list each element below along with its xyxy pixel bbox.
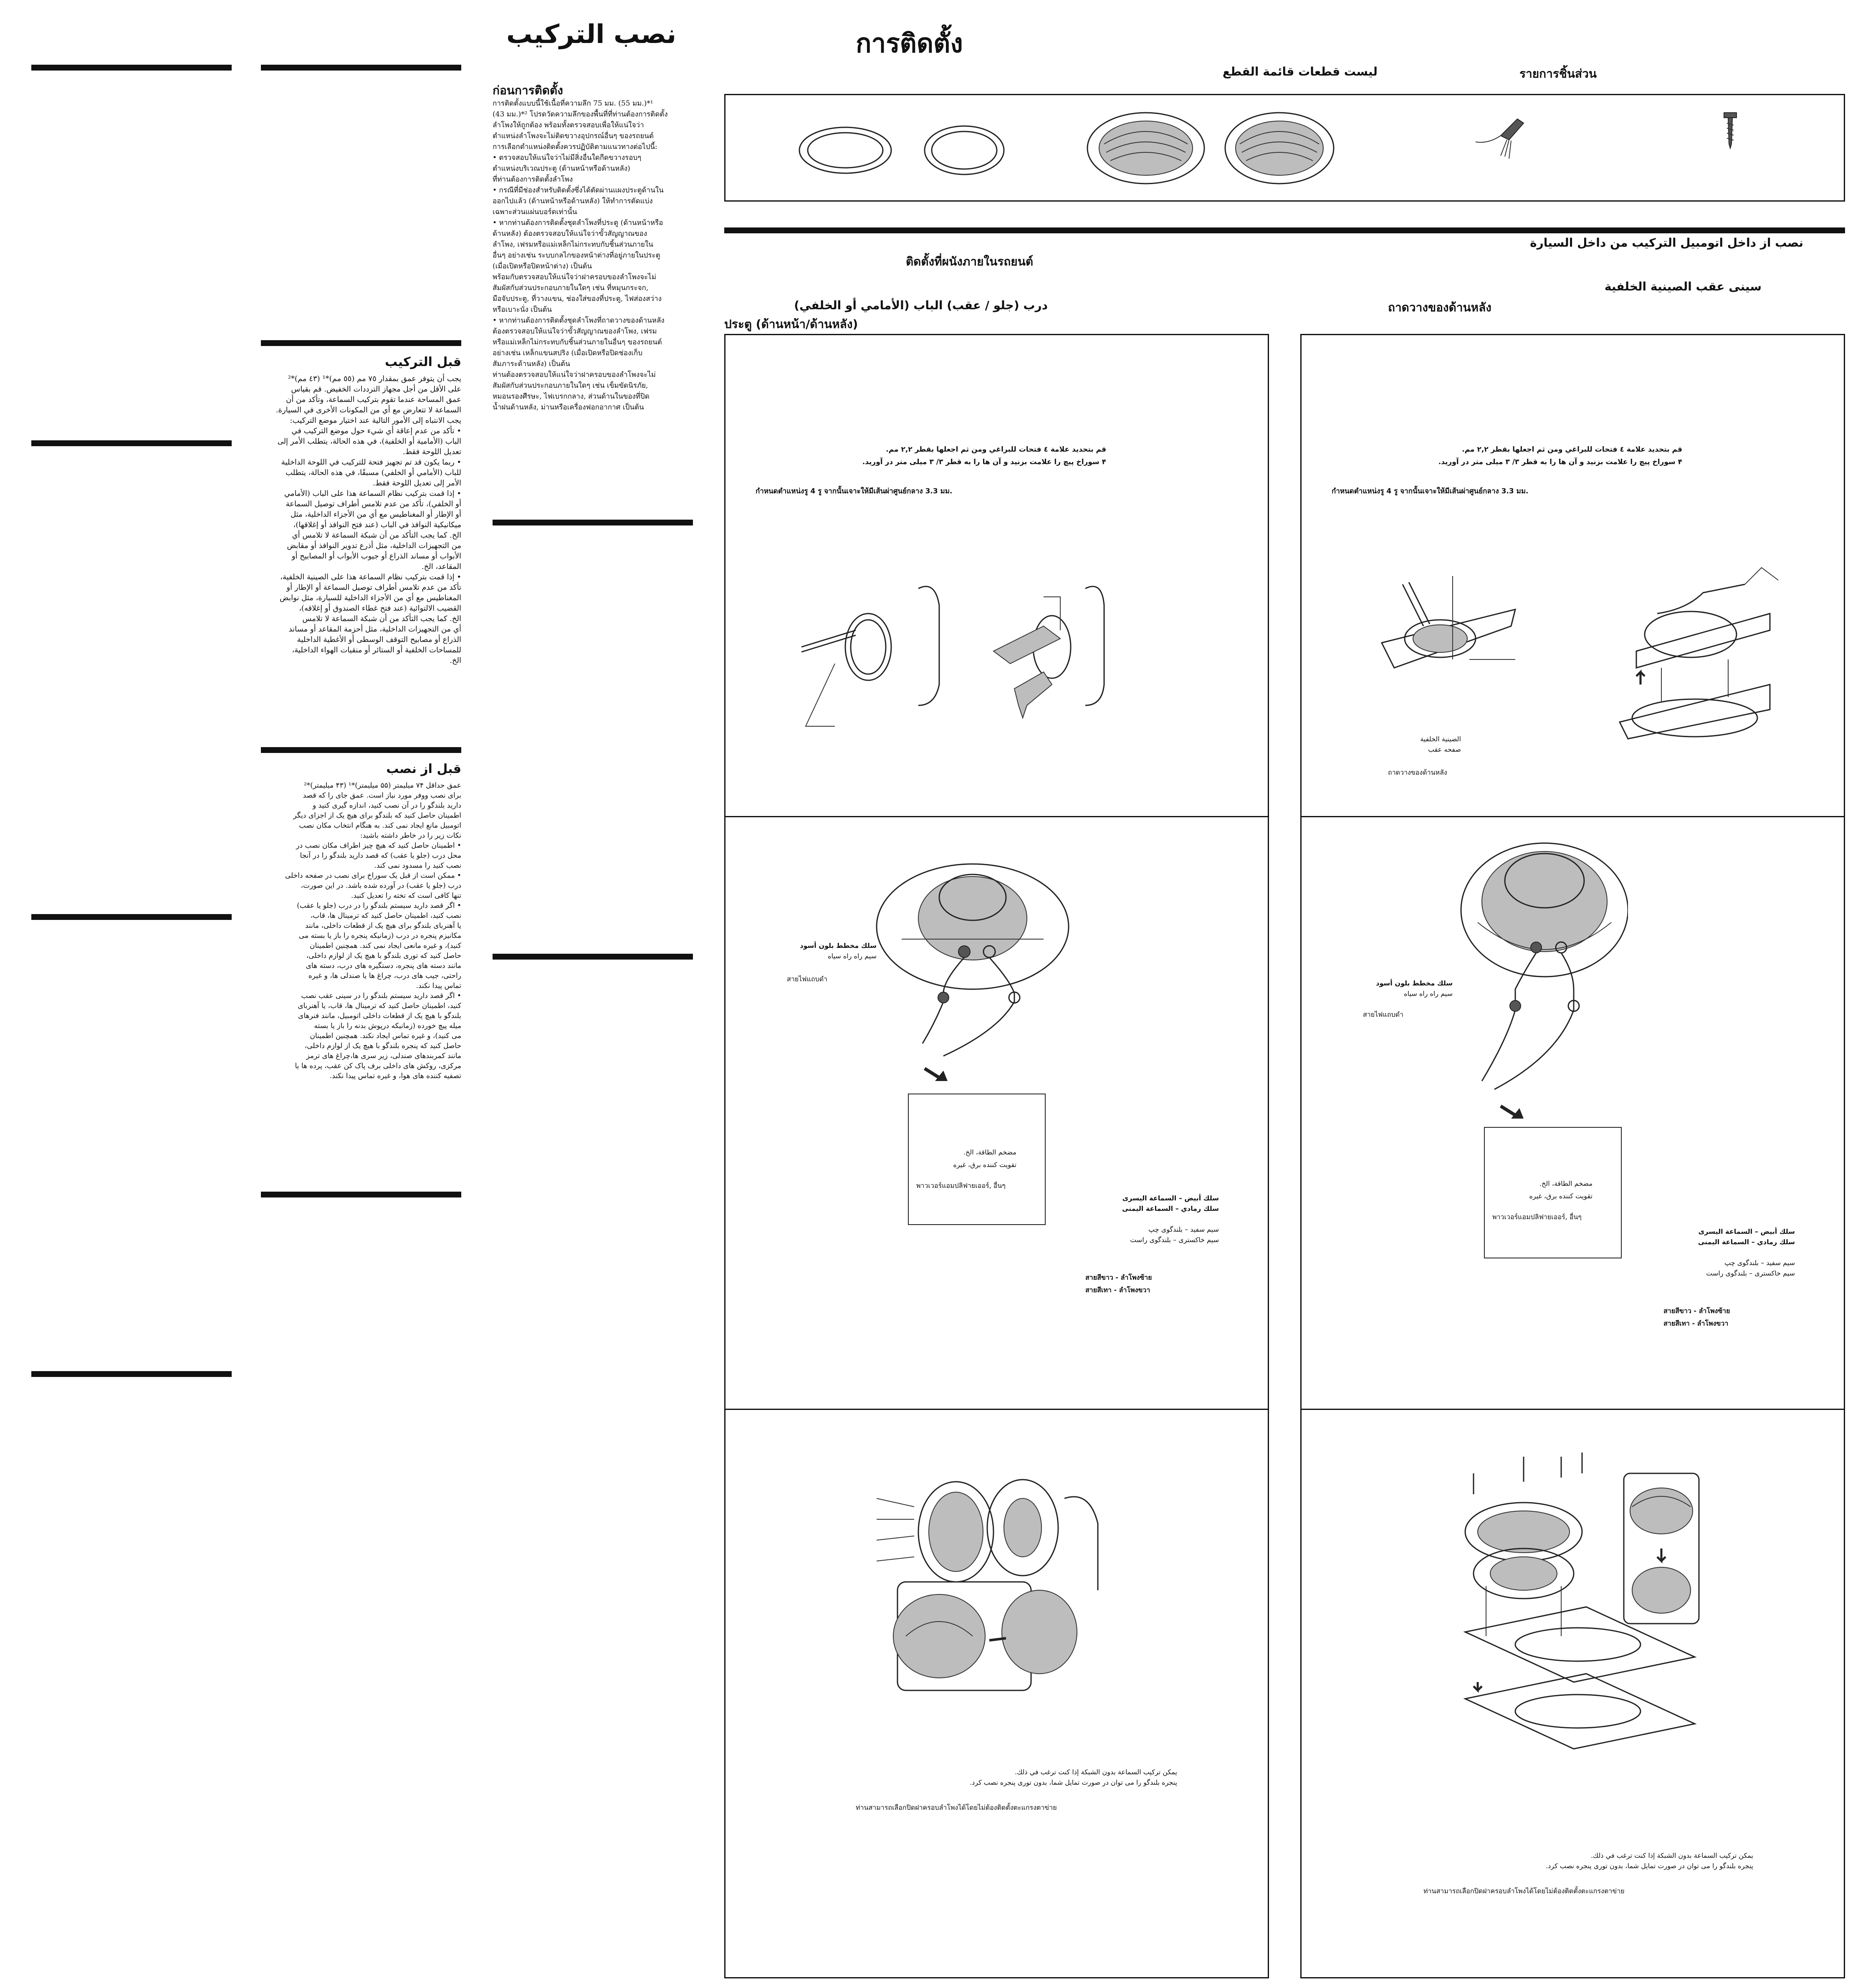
shelf-label-fa: صفحه عقب xyxy=(1428,745,1461,753)
column-rule xyxy=(493,954,693,960)
shelf-box-th: พาวเวอร์แอมปลิฟายเออร์, อื่นๆ xyxy=(1492,1213,1582,1221)
door-black-wire-fa: سیم راه راه سیاه xyxy=(828,952,877,960)
arabic-before-body: يجب أن يتوفر عمق بمقدار ٧٥ مم (٥٥ مم)*¹ (٤٣ مم)*² على الأقل من أجل مجهاز الترددات الخفيض. قم بقياس عمق المساحة عندما تقوم بتركيب السماعة، وتأكد من أن السماعة لا تتعارض مع أي من المكونات الأخرى في السيارة. يجب الانتباه إلى الأمور التالية عند اختيار موضع التركيب: • تأكد من عدم إعاقة أي شيء حول موضع التركيب في الباب (الأمامية أو الخلفية)، في هذه الحالة، يتطلب الأمر إلى تعديل اللوحة فقط. • ربما يكون قد تم تجهيز فتحة للتركيب في اللوحة الداخلية للباب (الأمامي أو الخلفي) مسبقًا، في هذه الحالة، يتطلب الأمر إلى تعديل اللوحة فقط. • إذا قمت بتركيب نظام السماعة هذا على الباب (الأمامي أو الخلفي)، تأكد من عدم تلامس أطراف توصيل السماعة أو الإطار أو المغناطيس مع أي من الأجزاء الداخلية، مثل ميكانيكية النوافذ في الباب (عند فتح النوافذ أو إغلاقها)، الخ. كما يجب التأكد من أن شبكة السماعة لا تلامس أي من التجهيزات الداخلية، مثل أذرع تدوير النوافذ أو مقابض الأبواب أو مساند الذراع أو جيوب الأبواب أو المصابيح أو المقاعد، الخ. • إذا قمت بتركيب نظام السماعة هذا على الصينية الخلفية، تأكد من عدم تلامس أطراف توصيل السماعة أو الإطار أو المغناطيس مع أي من الأجزاء الداخلية للسيارة، مثل نوابض القضيب الالتوائية (عند فتح غطاء الصندوق أو إغلاقه)، الخ. كما يجب التأكد من أن شبكة السماعة لا تلامس أي من التجهيزات الداخلية، مثل أحزمة المقاعد أو مساند الذراع أو مصابيح التوقف الوسطى أو الأغطية الداخلية للمساحات الخلفية أو الستائر أو منقيات الهواء الداخلية، الخ. xyxy=(276,374,461,665)
shelf-legend-ar1: سلك أبيض – السماعة اليسرى xyxy=(1698,1228,1795,1235)
shelf-legend-ar2: سلك رمادي – السماعة اليمنى xyxy=(1698,1238,1795,1246)
shelf-divider-1 xyxy=(1300,816,1845,817)
thai-install-title: การติดตั้ง xyxy=(856,28,963,58)
cord-bundle xyxy=(1476,119,1524,159)
door-arrow-icon xyxy=(923,1064,952,1085)
door-heading-thai: ประตู (ด้านหน้า/ด้านหลัง) xyxy=(724,317,858,331)
door-drill-illustration xyxy=(793,580,1169,739)
door-amplifier-box xyxy=(908,1094,1046,1225)
door-legend-th1: สายสีขาว - ลำโพงซ้าย xyxy=(1085,1273,1152,1281)
shelf-drill-illustration xyxy=(1369,559,1787,743)
margin-rule xyxy=(31,440,232,446)
door-black-wire-ar: سلك مخطط بلون أسود xyxy=(800,942,877,950)
door-note-ar: يمكن تركيب السماعة بدون الشبكة إذا كنت ترغب في ذلك. xyxy=(1014,1768,1177,1776)
door-legend-fa2: سیم خاکستری – بلندگوی راست xyxy=(1130,1236,1219,1244)
column-rule xyxy=(261,65,461,71)
shelf-legend-th2: สายสีเทา - ลำโพงขวา xyxy=(1663,1319,1729,1327)
section-title-arabic: نصب از داخل اتومبيل التركيب من داخل السيارة xyxy=(1530,236,1803,250)
shelf-arrow-icon xyxy=(1499,1102,1528,1123)
door-divider-2 xyxy=(724,1409,1269,1410)
spacer-ring-large xyxy=(799,127,891,173)
door-wiring-illustration xyxy=(860,856,1094,1073)
shelf-box-fa: تقویت کننده برق، غیره xyxy=(1529,1192,1592,1200)
section-title-thai: ติดตั้งที่ผนังภายในรถยนต์ xyxy=(906,255,1034,268)
door-black-wire-th: สายไฟแถบดำ xyxy=(787,975,828,983)
door-box-fa: تقویت کننده برق، غیره xyxy=(953,1161,1016,1169)
column-rule xyxy=(493,520,693,525)
door-note-fa: پنجره بلندگو را می توان در صورت تمایل شما، بدون توری پنجره نصب کرد. xyxy=(970,1778,1177,1786)
persian-before-body: عمق حداقل ۷۴ میلیمتر (۵۵ میلیمتر)*¹ (۴۳ میلیمتر)*² برای نصب ووفر مورد نیاز است. عمق جای را که قصد دارید بلندگو را در آن نصب کنید، اندازه گیری کنید و اطمینان حاصل کنید که بلندگو برای هیچ یک از اجزای دیگر اتومبیل مانع ایجاد نمی کند. به هنگام انتخاب مکان نصب نکات زیر را در خاطر داشته باشید: • اطمینان حاصل کنید که هیچ چیز اطراف مکان نصب در محل درب (جلو یا عقب) که قصد دارید بلندگو را در آنجا نصب کنید را مسدود نمی کند. • ممکن است از قبل یک سوراخ برای نصب در صفحه داخلی درب (جلو یا عقب) در آورده شده باشد. در این صورت، تنها کافی است که تخته را تعدیل کنید. • اگر قصد دارید سیستم بلندگو را در درب (جلو یا عقب) نصب کنید، اطمینان حاصل کنید که ترمینال ها، قاب، یا آهنربای بلندگو برای هیچ یک از قطعات داخلی، مانند مکانیزم پنجره در درب (زمانیکه پنجره را باز یا بسته می کنید)، و غیره مانعی ایجاد نمی کند. همچنین اطمینان حاصل کنید که توری بلندگو با هیچ یک از لوازم داخلی، مانند دسته های پنجره، دستگیره های درب، دسته های راحتی، جیب های درب، چراغ ها یا صندلی ها، و غیره تماس پیدا نکند. • اگر قصد دارید سیستم بلندگو را در سینی عقب نصب کنید، اطمینان حاصل کنید که ترمینال ها، قاب، یا آهنربای بلندگو با هیچ یک از قطعات داخلی اتومبیل، مانند فنرهای میله پیچ خورده (زمانیکه درپوش بدنه را باز یا بسته می کنید)، و غیره تماس ایجاد نکند. همچنین اطمینان حاصل کنید که پنجره بلندگو با هیچ یک از لوازم داخلی، مانند کمربندهای صندلی، زیر سری ها،چراغ های ترمز مرکزی، روکش های داخلی برف پاک کن عقب، پرده ها یا تصفیه کننده های هوا، و غیره تماس پیدا نکند. xyxy=(285,781,461,1080)
parts-heading-thai: รายการชิ้นส่วน xyxy=(1519,67,1597,81)
shelf-mount-illustration xyxy=(1461,1448,1703,1757)
grille-right xyxy=(1225,113,1334,184)
margin-rule xyxy=(31,1371,232,1377)
arabic-install-title: نصب التركيب xyxy=(506,19,676,49)
thai-before-body: การติดตั้งแบบนี้ใช้เนื้อที่ความลึก 75 มม. (55 มม.)*¹ (43 มม.)*² โปรดวัดความลึกของพื้นที่ที่ท่านต้องการติดตั้ง ลำโพงให้ถูกต้อง พร้อมทั้งตรวจสอบเพื่อให้แน่ใจว่า ตำแหน่งลำโพงจะไม่ติดขวางอุปกรณ์อื่นๆ ของรถยนต์ การเลือกตำแหน่งติดตั้งควรปฏิบัติตามแนวทางต่อไปนี้: • ตรวจสอบให้แน่ใจว่าไม่มีสิ่งอื่นใดกีดขวางรอบๆ ตำแหน่งบริเวณประตู (ด้านหน้าหรือด้านหลัง) ที่ท่านต้องการติดตั้งลำโพง • กรณีที่มีช่องสำหรับติดตั้งซึ่งได้ตัดผ่านแผงประตูด้านใน ออกไปแล้ว (ด้านหน้าหรือด้านหลัง) ให้ทำการตัดแบ่ง เฉพาะส่วนแผ่นบอร์ดเท่านั้น • หากท่านต้องการติดตั้งชุดลำโพงที่ประตู (ด้านหน้าหรือ ด้านหลัง) ต้องตรวจสอบให้แน่ใจว่าขั้วสัญญาณของ ลำโพง, เฟรมหรือแม่เหล็กไม่กระทบกับชิ้นส่วนภายใน อื่นๆ อย่างเช่น ระบบกลไกของหน้าต่างที่อยู่ภายในประตู (เมื่อเปิดหรือปิดหน้าต่าง) เป็นต้น พร้อมกับตรวจสอบให้แน่ใจว่าฝาครอบของลำโพงจะไม่ สัมผัสกับส่วนประกอบภายในใดๆ เช่น ที่หมุนกระจก, มือจับประตู, ที่วางแขน, ช่องใส่ของที่ประตู, ไฟส่องสว่าง หรือเบาะนั่ง เป็นต้น • หากท่านต้องการติดตั้งชุดลำโพงที่ถาดวางของด้านหลัง ต้องตรวจสอบให้แน่ใจว่าขั้วสัญญาณของลำโพง, เฟรม หรือแม่เหล็กไม่กระทบกับชิ้นส่วนภายในอื่นๆ ของรถยนต์ อย่างเช่น เหล็กแขนสปริง (เมื่อเปิดหรือปิดช่องเก็บ สัมภาระด้านหลัง) เป็นต้น ท่านต้องตรวจสอบให้แน่ใจว่าฝาครอบของลำโพงจะไม่ สัมผัสกับส่วนประกอบภายในใดๆ เช่น เข็มขัดนิรภัย, หมอนรองศีรษะ, ไฟเบรกกลาง, ส่วนด้านในของที่ปิด น้ำฝนด้านหลัง, ม่านหรือเครื่องฟอกอากาศ เป็นต้น xyxy=(493,99,668,412)
door-legend-fa1: سیم سفید – بلندگوی چپ xyxy=(1148,1225,1219,1233)
door-mount-illustration xyxy=(864,1473,1115,1715)
parts-heading-arabic: ليست قطعات قائمة القطع xyxy=(1222,65,1378,78)
shelf-label-th: ถาดวางของด้านหลัง xyxy=(1388,768,1447,776)
shelf-heading-thai: ถาดวางของด้านหลัง xyxy=(1388,301,1491,314)
shelf-black-wire-th: สายไฟแถบดำ xyxy=(1363,1010,1404,1018)
margin-rule xyxy=(31,65,232,71)
door-box-ar: مضخم الطاقة، الخ. xyxy=(963,1148,1016,1156)
shelf-wiring-illustration xyxy=(1453,839,1628,1098)
screw xyxy=(1724,113,1737,148)
shelf-note-fa: پنجره بلندگو را می توان در صورت تمایل شما، بدون توری پنجره نصب کرد. xyxy=(1546,1862,1753,1870)
shelf-legend-th1: สายสีขาว - ลำโพงซ้าย xyxy=(1663,1307,1730,1315)
shelf-box-ar: مضخم الطاقة، الخ. xyxy=(1539,1180,1592,1187)
spacer-ring-small xyxy=(925,126,1004,174)
door-step1-line1: قم بتحديد علامة ٤ فتحات للبراغي ومن ثم اجعلها بقطر ٢,٢ مم. xyxy=(886,445,1106,454)
shelf-note-th: ท่านสามารถเลือกปิดฝาครอบลำโพงได้โดยไม่ต้องติดตั้งตะแกรงตาข่าย xyxy=(1423,1887,1625,1895)
shelf-label-ar: الصينية الخلفية xyxy=(1420,735,1461,743)
shelf-step1-line1: قم بتحديد علامة ٤ فتحات للبراغي ومن ثم اجعلها بقطر ٢,٢ مم. xyxy=(1462,445,1682,454)
shelf-note-ar: يمكن تركيب السماعة بدون الشبكة إذا كنت ترغب في ذلك. xyxy=(1590,1852,1753,1859)
shelf-legend-fa1: سیم سفید – بلندگوی چپ xyxy=(1724,1259,1795,1267)
shelf-legend-fa2: سیم خاکستری – بلندگوی راست xyxy=(1706,1269,1795,1277)
section-rule xyxy=(724,227,1845,233)
margin-rule xyxy=(31,914,232,920)
shelf-step1-line2: ۴ سوراخ پیچ را علامت بزنید و آن ها را به قطر ۳/ ۳ میلی متر در آورید. xyxy=(1438,458,1682,466)
door-legend-ar1: سلك أبيض – السماعة اليسرى xyxy=(1122,1194,1219,1202)
column-rule xyxy=(261,1192,461,1197)
door-step1-line3: กำหนดตำแหน่งรู 4 รู จากนั้นเจาะให้มีเส้นผ่าศูนย์กลาง 3.3 มม. xyxy=(756,487,953,495)
shelf-heading-arabic: سینی عقب الصينية الخلفية xyxy=(1604,280,1762,293)
column-rule xyxy=(261,340,461,346)
shelf-step1-line3: กำหนดตำแหน่งรู 4 รู จากนั้นเจาะให้มีเส้นผ่าศูนย์กลาง 3.3 มม. xyxy=(1332,487,1529,495)
thai-before-heading: ก่อนการติดตั้ง xyxy=(493,83,563,97)
shelf-black-wire-fa: سیم راه راه سیاه xyxy=(1404,990,1453,998)
door-divider-1 xyxy=(724,816,1269,817)
door-legend-th2: สายสีเทา - ลำโพงขวา xyxy=(1085,1286,1150,1294)
persian-before-heading: قبل از نصب xyxy=(386,762,461,776)
door-heading-arabic: درب (جلو / عقب) الباب (الأمامي أو الخلفي) xyxy=(794,298,1048,312)
door-note-th: ท่านสามารถเลือกปิดฝาครอบลำโพงได้โดยไม่ต้องติดตั้งตะแกรงตาข่าย xyxy=(856,1804,1057,1811)
column-rule xyxy=(261,747,461,753)
door-legend-ar2: سلك رمادي – السماعة اليمنى xyxy=(1122,1205,1219,1213)
arabic-before-heading: قبل التركيب xyxy=(384,355,461,369)
door-step1-line2: ۴ سوراخ پیچ را علامت بزنید و آن ها را به قطر ۳/ ۳ میلی متر در آورید. xyxy=(862,458,1106,466)
grille-left xyxy=(1087,113,1204,184)
shelf-black-wire-ar: سلك مخطط بلون أسود xyxy=(1376,979,1453,987)
shelf-divider-2 xyxy=(1300,1409,1845,1410)
parts-illustrations xyxy=(724,94,1845,202)
door-box-th: พาวเวอร์แอมปลิฟายเออร์, อื่นๆ xyxy=(916,1182,1006,1190)
